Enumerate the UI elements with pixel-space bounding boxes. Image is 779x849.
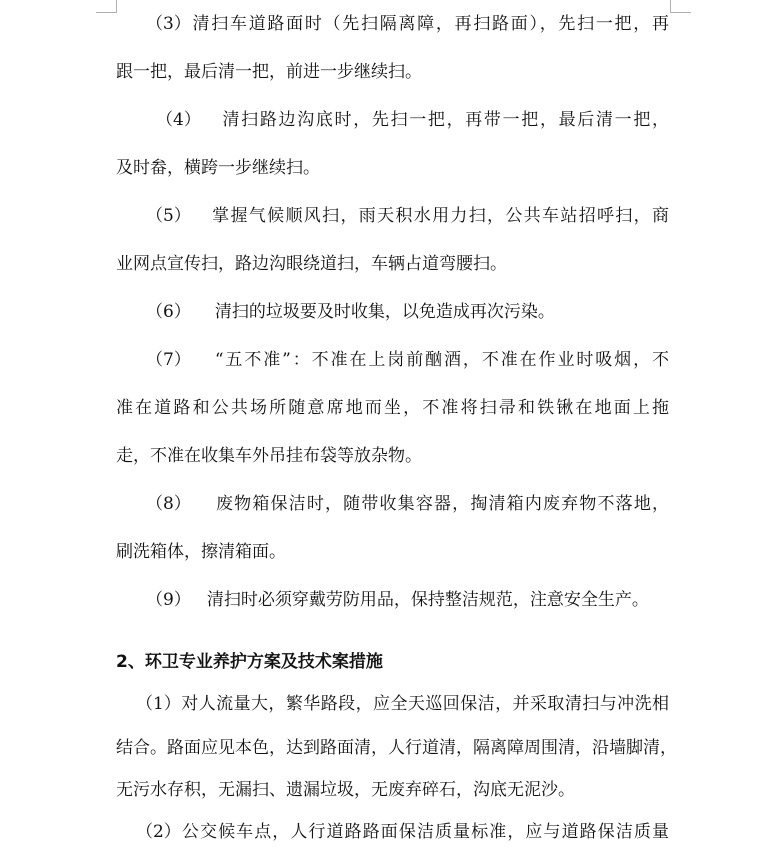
item-7-line-1: （7） “五不准”：不准在上岗前酗酒，不准在作业时吸烟，不 [146,350,669,370]
item-5-number: （5） [146,206,191,226]
item-4-number: （4） [156,110,201,130]
item-5-line-1: （5） 掌握气候顺风扫，雨天积水用力扫，公共车站招呼扫，商 [146,206,669,226]
item-6-number: （6） [146,302,191,322]
item-3-line-2: 跟一把，最后清一把，前进一步继续扫。 [116,62,422,82]
item-7-line-2: 准在道路和公共场所随意席地而坐，不准将扫帚和铁锹在地面上拖 [116,398,669,418]
item-8-line-1: （8） 废物箱保洁时，随带收集容器，掏清箱内废弃物不落地， [146,494,669,514]
paragraph-2-line-1: （2）公交候车点，人行道路路面保洁质量标准，应与道路保洁质量 [136,822,669,842]
item-9-line-1: （9） 清扫时必须穿戴劳防用品，保持整洁规范，注意安全生产。 [146,590,649,610]
item-3-number: （3） [146,14,191,34]
item-7-line-3: 走，不准在收集车外吊挂布袋等放杂物。 [116,446,422,466]
item-3-line-1: （3）清扫车道路面时（先扫隔离障，再扫路面），先扫一把，再 [146,14,669,34]
item-6-line-1: （6） 清扫的垃圾要及时收集，以免造成再次污染。 [146,302,555,322]
section-heading: 2、环卫专业养护方案及技术案措施 [116,652,383,672]
item-4-line-1: （4） 清扫路边沟底时，先扫一把，再带一把，最后清一把， [156,110,669,130]
item-8-number: （8） [146,494,191,514]
item-5-line-2: 业网点宣传扫，路边沟眼绕道扫，车辆占道弯腰扫。 [116,254,507,274]
item-8-line-2: 刷洗箱体，擦清箱面。 [116,542,286,562]
paragraph-1-number: （1） [136,694,181,714]
paragraph-1-line-1: （1）对人流量大，繁华路段，应全天巡回保洁，并采取清扫与冲洗相 [136,694,669,714]
item-7-number: （7） [146,350,191,370]
page-corner-mark-right [670,0,691,13]
page-corner-mark-left [96,0,117,13]
item-4-line-2: 及时畚，横跨一步继续扫。 [116,158,320,178]
paragraph-1-line-3: 无污水存积，无漏扫、遗漏垃圾，无废弃碎石，沟底无泥沙。 [116,780,575,800]
paragraph-2-number: （2） [136,822,181,842]
item-9-number: （9） [146,590,191,610]
paragraph-1-line-2: 结合。路面应见本色，达到路面清，人行道清，隔离障周围清，沿墙脚清， [116,738,677,758]
